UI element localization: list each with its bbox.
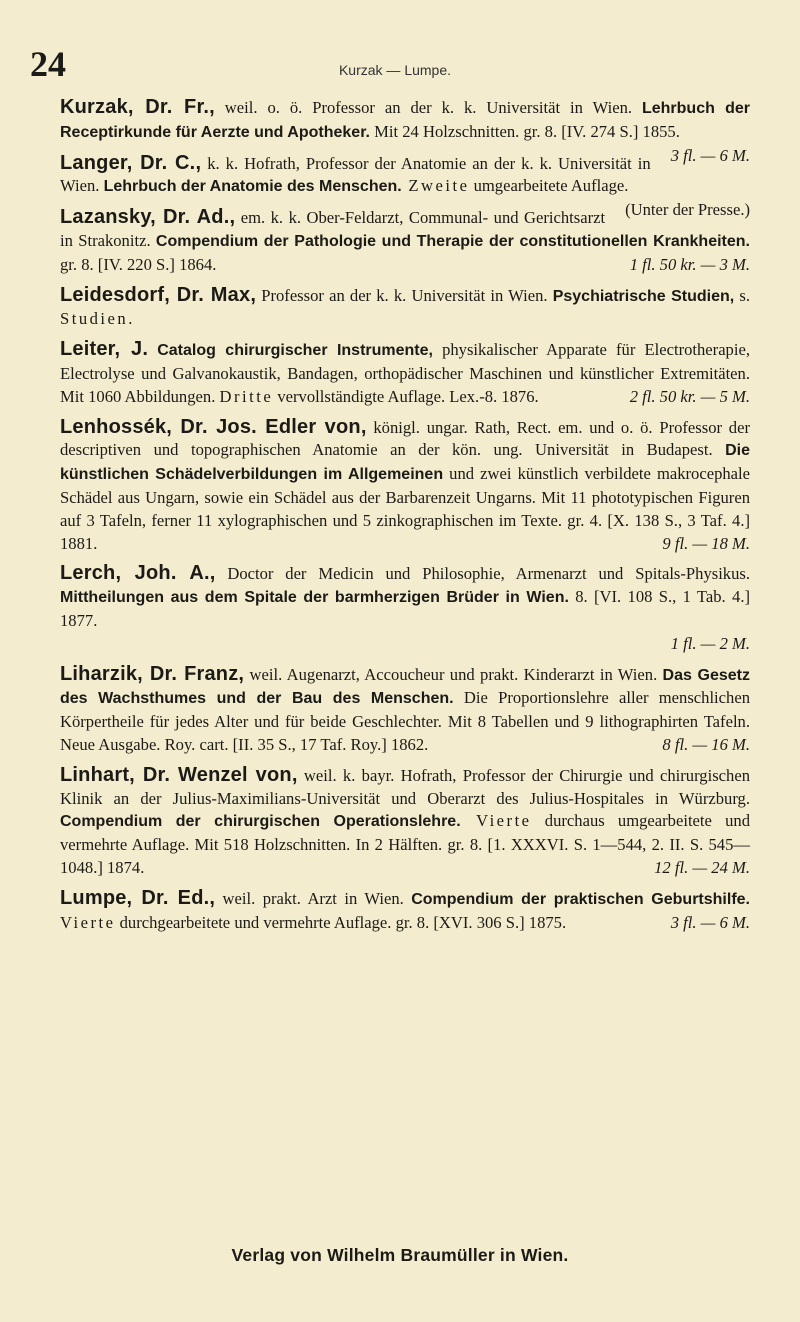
entry-title: Die künstlichen Schädelverbildungen im Allgemeinen [60, 442, 750, 484]
entry-details: durchaus umgearbeitete und vermehrte Auflage. Mit 518 Holzschnitten. In 2 Hälften. gr. 8. [1. XXXVI. S. 1—544, 2. II. S. 545—1048.] 1874. [60, 811, 751, 877]
entry-edition: Zweite [401, 176, 470, 196]
entry-bio: weil. k. bayr. Hofrath, Professor der Chirurgie und chirurgischen Klinik an der Julius-Maximilians-Universität und Oberarzt des Julius-Hospitales in Würzburg. [60, 765, 750, 808]
entry-title: Das Gesetz des Wachsthumes und der Bau des Menschen. [60, 666, 750, 708]
entry-author: Liharzik, Dr. Franz, [60, 662, 245, 685]
entry-price: 2 fl. 50 kr. — 5 M. [629, 386, 750, 406]
entry-bio: Professor an der k. k. Universität in Wien. [256, 285, 553, 305]
entry-title: Mittheilungen aus dem Spitale der barmherzigen Brüder in Wien. [60, 589, 569, 607]
catalog-entry [60, 338, 750, 408]
entry-details: gr. 8. [IV. 220 S.] 1864. [60, 254, 217, 274]
entry-title: Compendium der Pathologie und Therapie der constitutionellen Krankheiten. [155, 232, 750, 250]
publisher-footer: Verlag von Wilhelm Braumüller in Wien. [231, 1245, 569, 1265]
entry-bio [148, 340, 157, 359]
entry-title: Psychiatrische Studien, [552, 287, 735, 305]
entry-author: Lerch, Joh. A., [60, 562, 216, 585]
catalog-entry [60, 887, 750, 935]
running-header-title: Kurzak — Lumpe. [338, 62, 452, 78]
catalog-entry [60, 764, 750, 880]
entry-details: Mit 11 phototypischen Figuren auf 3 Tafeln, ferner 11 xylographischen und 5 zinkographischen im Texte. gr. 4. [X. 138 S., 3 Taf. 4.] 1881. [60, 487, 750, 553]
entry-title: Compendium der praktischen Geburtshilfe. [411, 890, 750, 908]
entry-author: Lumpe, Dr. Ed., [60, 886, 216, 909]
entry-price: 3 fl. — 6 M. [670, 145, 750, 165]
entry-bio: em. k. k. Ober-Feldarzt, Communal- und Gerichtsarzt in Strakonitz. [60, 208, 606, 250]
entry-title: Compendium der chirurgischen Operationslehre. [60, 813, 461, 831]
entry-author: Lenhossék, Dr. Jos. Edler von, [60, 415, 367, 438]
entry-author: Leidesdorf, Dr. Max, [60, 283, 257, 306]
entry-tail: vervollständigte Auflage. Lex.-8. 1876. [273, 386, 539, 406]
entry-details: Mit 24 Holzschnitten. gr. 8. [IV. 274 S.] 1855. [369, 121, 680, 141]
entry-subtitle: und zwei künstlich verbildete makrocephale Schädel aus Ungarn, sowie ein Schädel aus der Barbarenzeit Ungarns. [60, 464, 750, 507]
catalog-entry [60, 663, 750, 757]
entry-price: (Unter der Presse.) [625, 200, 750, 220]
entry-bio: weil. prakt. Arzt in Wien. [215, 888, 412, 908]
entry-title: Catalog chirurgischer Instrumente, [157, 342, 433, 360]
entry-author: Linhart, Dr. Wenzel von, [60, 763, 298, 786]
catalog-entries [60, 96, 750, 941]
entry-edition: Dritte [219, 386, 274, 406]
running-head [30, 46, 760, 86]
entry-details: durchgearbeitete und vermehrte Auflage. gr. 8. [XVI. 306 S.] 1875. [115, 912, 567, 932]
entry-author: Leiter, J. [60, 338, 149, 361]
entry-bio: weil. o. ö. Professor an der k. k. Universität in Wien. [214, 98, 642, 117]
catalog-entry [60, 562, 750, 655]
catalog-entry [60, 416, 750, 556]
entry-title: Lehrbuch der Receptirkunde für Aerzte und Apotheker. [60, 100, 750, 141]
entry-details: Die Proportionslehre aller menschlichen Körpertheile für jedes Alter und für beide Geschlechter. Mit 8 Tabellen und 9 lithographirten Tafeln. Neue Ausgabe. Roy. cart. [II. 35 S., 17 Taf. Roy.] 1862. [60, 688, 750, 754]
catalog-entry [60, 284, 750, 332]
entry-price: 3 fl. — 6 M. [670, 912, 750, 932]
entry-details: umgearbeitete Auflage. [469, 176, 629, 196]
entry-cross-reference: Studien [60, 309, 129, 329]
entry-price: 1 fl. — 2 M. [670, 633, 750, 653]
entry-bio: weil. Augenarzt, Accoucheur und prakt. Kinderarzt in Wien. [244, 664, 663, 684]
entry-details: s. [734, 285, 750, 305]
page-number: 24 [30, 44, 66, 84]
entry-title: Lehrbuch der Anatomie des Menschen. [103, 178, 402, 196]
entry-tail: . [128, 309, 133, 329]
entry-author: Lazansky, Dr. Ad., [60, 206, 236, 229]
entry-bio: königl. ungar. Rath, Rect. em. und o. ö. Professor der descriptiven und topographischen Anatomie an der kön. ung. Universität in Budapest. [60, 417, 750, 460]
entry-details: 8. [VI. 108 S., 1 Tab. 4.] 1877. [60, 587, 751, 630]
entry-price: 8 fl. — 16 M. [662, 734, 750, 754]
entry-price: 1 fl. 50 kr. — 3 M. [629, 254, 750, 274]
entry-price: 9 fl. — 18 M. [662, 533, 750, 553]
entry-edition: Vierte [60, 912, 116, 932]
entry-bio: k. k. Hofrath, Professor der Anatomie an der k. k. Universität in Wien. [60, 153, 651, 196]
entry-edition: Vierte [460, 811, 532, 831]
entry-author: Kurzak, Dr. Fr., [60, 96, 215, 118]
entry-details: physikalischer Apparate für Electrotherapie, Electrolyse und Galvanokaustik, Bandagen, orthopädischer Maschinen und künstlicher Extremitäten. Mit 1060 Abbildungen. [60, 340, 750, 406]
entry-author: Langer, Dr. C., [60, 151, 202, 174]
entry-bio: Doctor der Medicin und Philosophie, Armenarzt und Spitals-Physikus. [215, 564, 751, 584]
entry-price: 12 fl. — 24 M. [654, 857, 750, 877]
